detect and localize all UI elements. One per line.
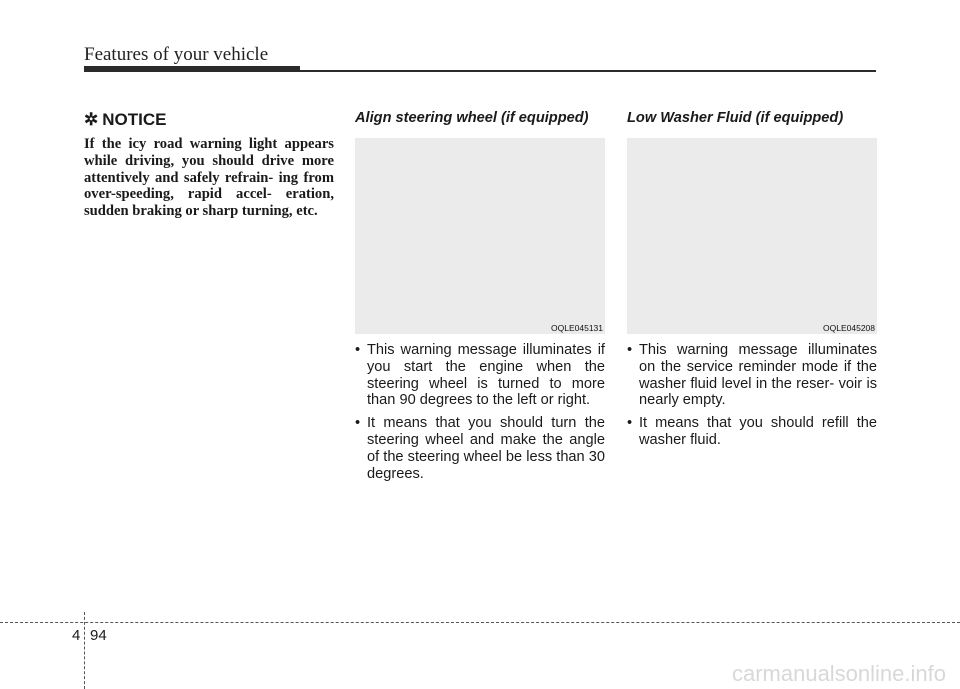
image-code: OQLE045131: [551, 323, 603, 333]
notice-column: [84, 110, 334, 220]
list-item: • This warning message illuminates on the service reminder mode if the washer fluid level in the reser- voir is nearly empty.: [627, 342, 877, 409]
header-rule-thick: [84, 66, 300, 72]
header-rule-thin: [300, 70, 876, 72]
warning-image-placeholder: [355, 138, 605, 334]
notice-title: NOTICE: [102, 110, 167, 129]
list-item: • It means that you should turn the steering wheel and make the angle of the steering wheel be less than 30 degrees.: [355, 415, 605, 482]
list-item: • It means that you should refill the washer fluid.: [627, 415, 877, 449]
image-code: OQLE045208: [823, 323, 875, 333]
asterisk-notice-icon: ✲: [84, 110, 99, 129]
section-title: Low Washer Fluid (if equipped): [627, 110, 844, 126]
section-align-steering: [355, 110, 605, 488]
notice-heading: [84, 110, 334, 130]
bullet-list: [355, 342, 605, 482]
section-low-washer-fluid: [627, 110, 877, 455]
watermark: carmanualsonline.info: [731, 661, 946, 686]
chapter-number: 4: [72, 627, 81, 644]
notice-body: If the icy road warning light appears while driving, you should drive more attentively and safely refrain- ing from over-speeding, rapid accel- eration, sudden braking or sharp turning, etc.: [84, 136, 334, 220]
section-title: Align steering wheel (if equipped): [355, 110, 589, 126]
warning-image-placeholder: [627, 138, 877, 334]
list-item: • This warning message illuminates if you start the engine when the steering wheel is turned to more than 90 degrees to the left or right.: [355, 342, 605, 409]
page-number: 94: [90, 627, 107, 644]
bullet-list: [627, 342, 877, 449]
footer-divider: [0, 622, 960, 623]
page-header-title: Features of your vehicle: [84, 44, 269, 65]
footer-margin-line: [84, 612, 85, 689]
